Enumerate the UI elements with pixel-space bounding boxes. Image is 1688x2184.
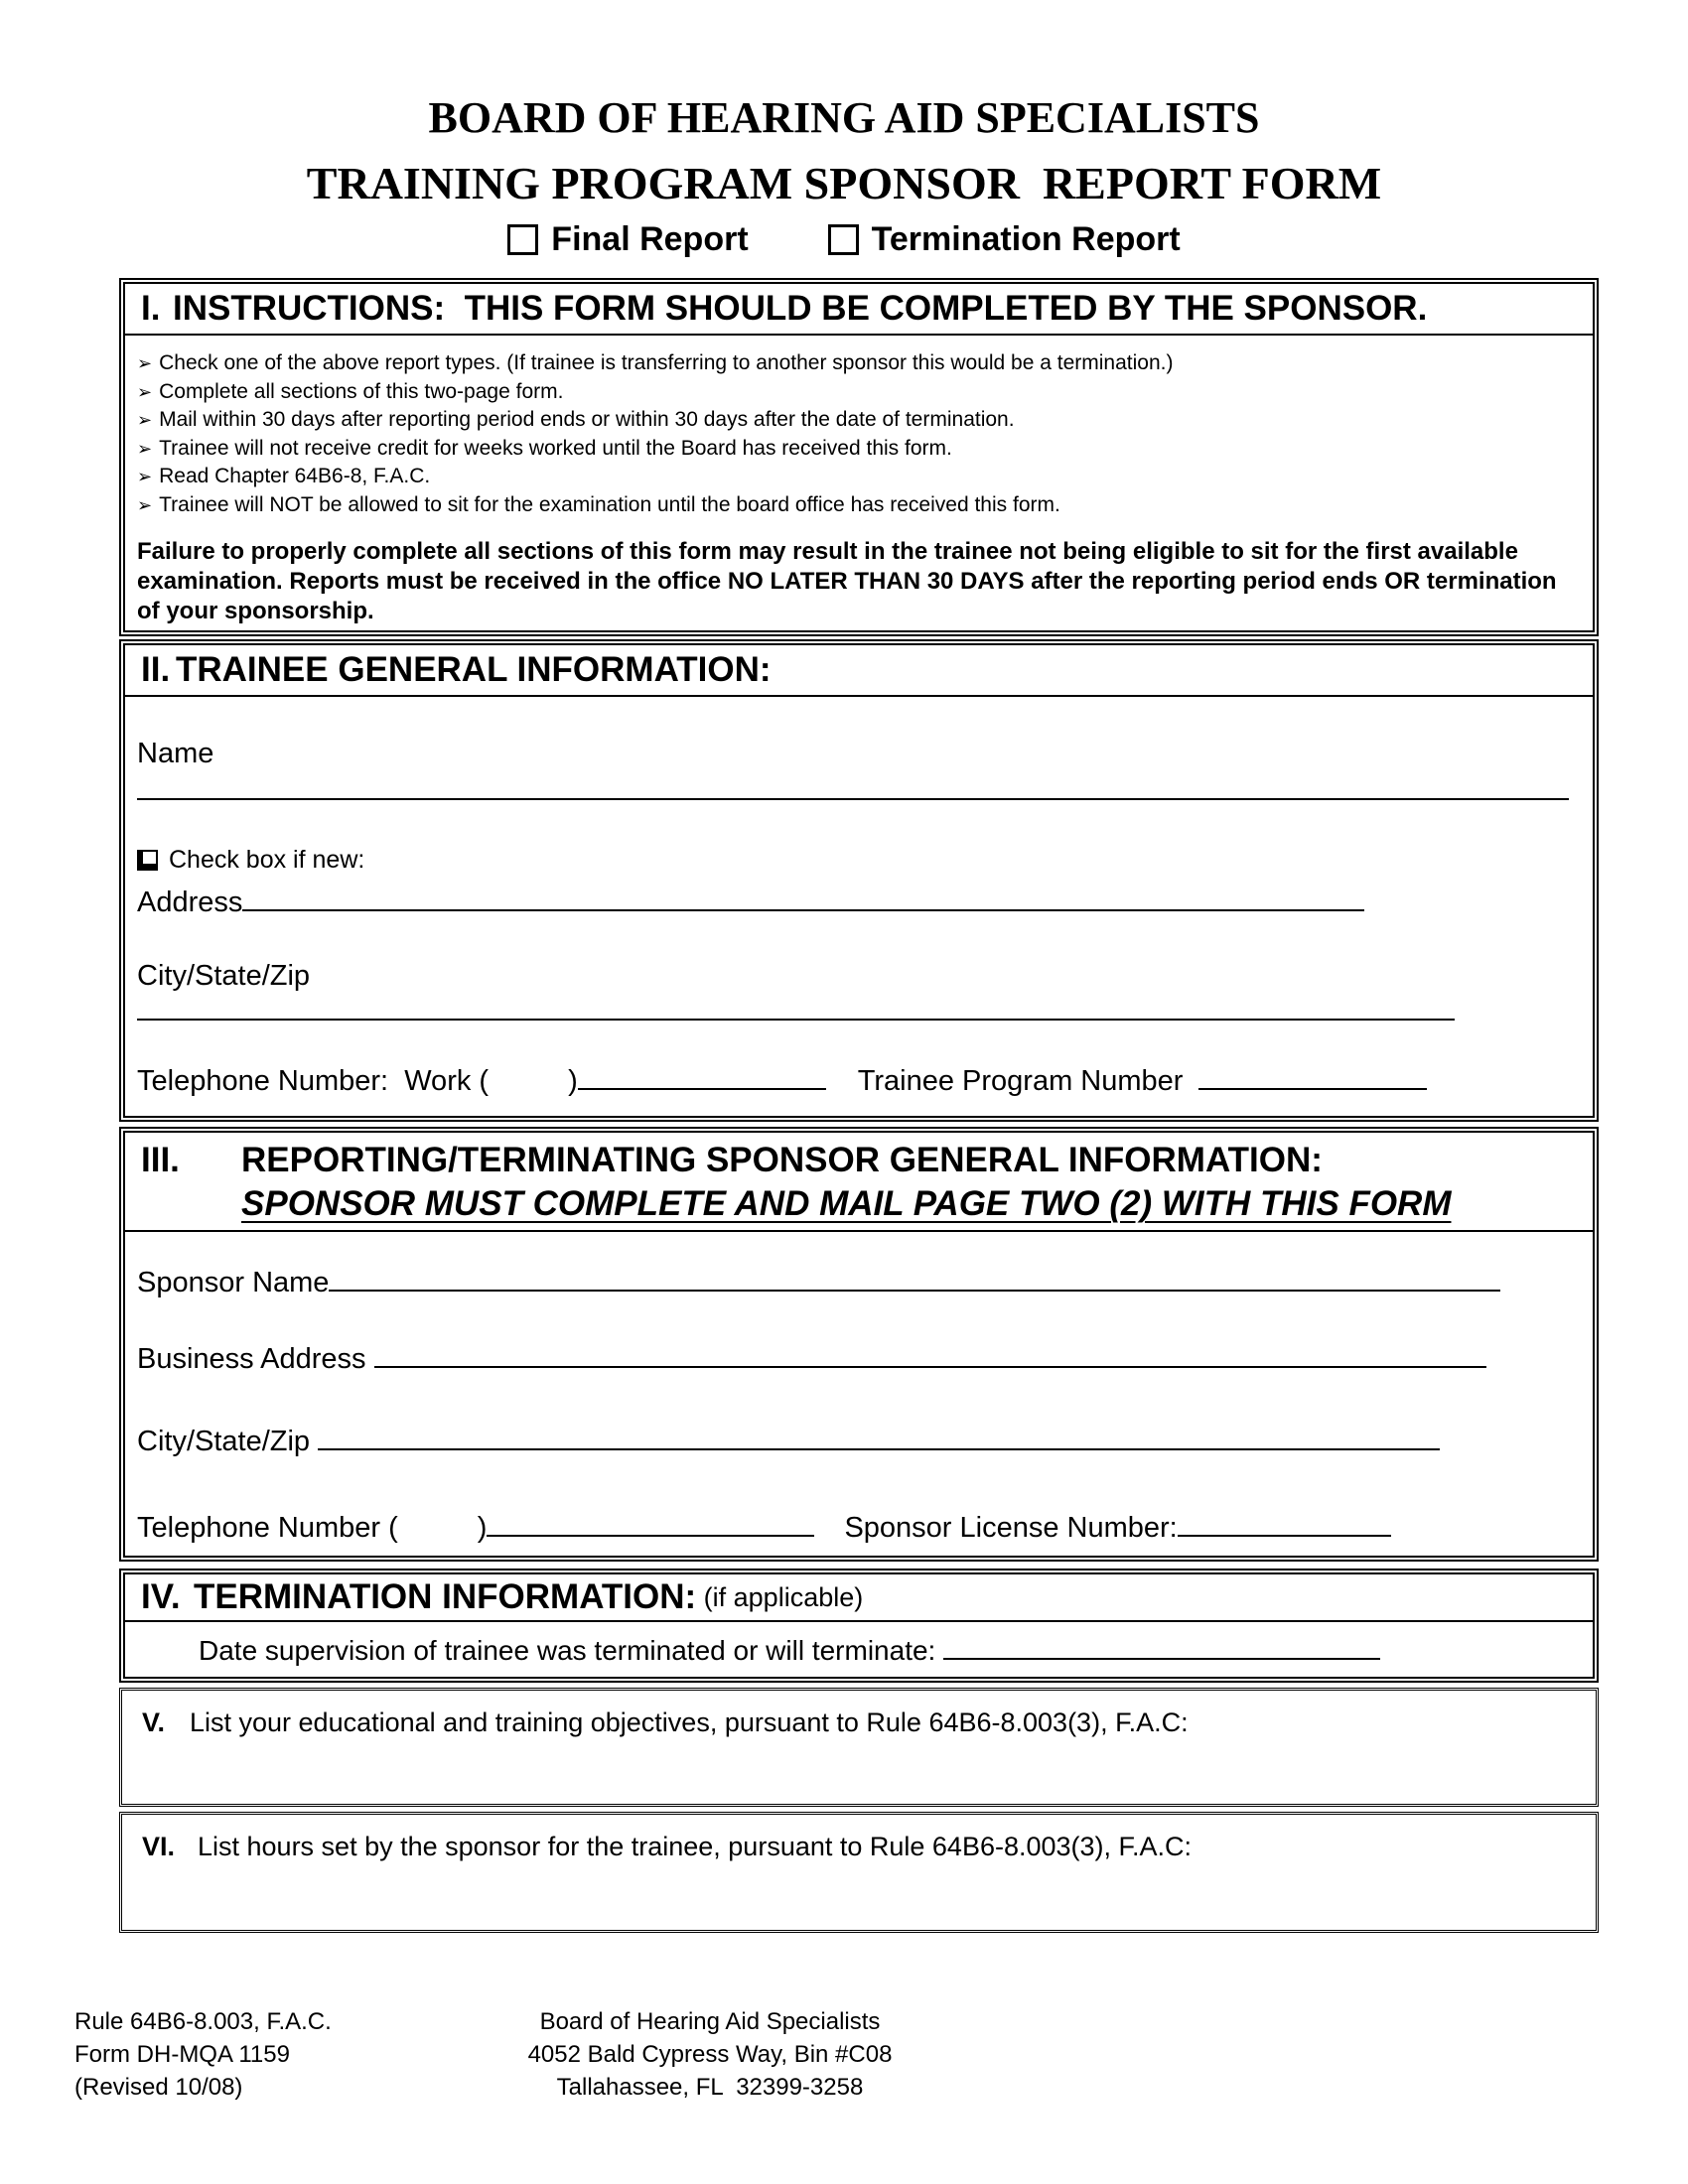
section-number: I. <box>141 289 161 328</box>
section-hours <box>119 1812 1599 1933</box>
section-instructions-header <box>125 284 1593 336</box>
sponsor-name-row <box>137 1262 1581 1300</box>
section-trainee-info <box>119 639 1599 1122</box>
section-number: V. <box>142 1707 166 1737</box>
section-termination-header <box>125 1574 1593 1622</box>
hours-text: List hours set by the sponsor for the trainee, pursuant to Rule 64B6-8.003(3), F.A.C: <box>198 1832 1193 1861</box>
section-instructions <box>119 278 1599 636</box>
arrow-bullet-icon: ➢ <box>137 381 153 402</box>
checkbox-icon[interactable] <box>137 850 158 871</box>
sponsor-name-fill-line[interactable] <box>329 1262 1500 1292</box>
if-applicable-note: (if applicable) <box>696 1582 864 1612</box>
section-number: III. <box>141 1141 180 1179</box>
new-address-checkbox-label: Check box if new: <box>169 846 365 874</box>
address-fill-line[interactable] <box>242 882 1364 911</box>
business-address-label: Business Address <box>137 1343 374 1375</box>
section-title: REPORTING/TERMINATING SPONSOR GENERAL INFORMATION: <box>241 1141 1323 1179</box>
form-title-line1: BOARD OF HEARING AID SPECIALISTS <box>428 93 1260 142</box>
phone-row <box>137 1060 1581 1099</box>
final-report-checkbox[interactable] <box>507 224 538 255</box>
name-fill-line[interactable] <box>137 798 1569 800</box>
final-report-choice[interactable] <box>507 222 748 256</box>
section-objectives <box>119 1688 1599 1807</box>
list-item: ➢ Mail within 30 days after reporting period ends or within 30 days after the date of termination. <box>137 406 1579 435</box>
section-number: VI. <box>142 1832 176 1861</box>
list-item: ➢ Trainee will not receive credit for weeks worked until the Board has received this form. <box>137 435 1579 464</box>
arrow-bullet-icon: ➢ <box>137 410 153 430</box>
form-title-line2: TRAINING PROGRAM SPONSOR REPORT FORM <box>306 158 1382 208</box>
footer-form-id <box>74 2005 332 2104</box>
trainee-program-number-label: Trainee Program Number <box>857 1065 1184 1097</box>
business-address-fill-line[interactable] <box>374 1338 1486 1368</box>
instructions-list <box>137 349 1579 519</box>
section-title: TERMINATION INFORMATION: <box>194 1577 697 1616</box>
termination-date-fill-line[interactable] <box>943 1630 1380 1660</box>
name-label: Name <box>137 738 214 769</box>
sponsor-city-fill-line[interactable] <box>318 1421 1440 1450</box>
sponsor-city-label: City/State/Zip <box>137 1426 319 1457</box>
arrow-bullet-icon: ➢ <box>137 353 153 373</box>
termination-report-checkbox[interactable] <box>828 224 859 255</box>
sponsor-mail-subtitle: SPONSOR MUST COMPLETE AND MAIL PAGE TWO (2) WITH THIS FORM <box>241 1184 1452 1223</box>
arrow-bullet-icon: ➢ <box>137 438 153 459</box>
city-state-zip-label: City/State/Zip <box>137 960 311 992</box>
arrow-bullet-icon: ➢ <box>137 467 153 486</box>
section-termination-info <box>119 1569 1599 1683</box>
footer-board-address <box>452 2005 968 2104</box>
report-type-row <box>0 222 1688 256</box>
trainee-program-number-fill-line[interactable] <box>1198 1060 1427 1090</box>
list-item: ➢ Check one of the above report types. (If trainee is transferring to another sponsor this would be a termination.) <box>137 349 1579 378</box>
section-sponsor-info <box>119 1127 1599 1562</box>
footer-city: Tallahassee, FL 32399-3258 <box>556 2074 864 2101</box>
sponsor-phone-fill-line[interactable] <box>487 1507 814 1537</box>
business-address-row <box>137 1338 1581 1377</box>
sponsor-license-label: Sponsor License Number: <box>844 1512 1178 1544</box>
arrow-bullet-icon: ➢ <box>137 494 153 515</box>
footer-board-name: Board of Hearing Aid Specialists <box>539 2008 881 2035</box>
new-address-check-row[interactable] <box>137 846 1581 874</box>
city-state-zip-fill-line[interactable] <box>137 1019 1455 1021</box>
section-sponsor-header <box>125 1133 1593 1232</box>
list-item: ➢ Complete all sections of this two-page form. <box>137 378 1579 407</box>
sponsor-phone-label: Telephone Number ( <box>137 1512 398 1544</box>
sponsor-city-row <box>137 1421 1581 1459</box>
sponsor-license-fill-line[interactable] <box>1178 1507 1391 1537</box>
section-number: IV. <box>141 1577 181 1616</box>
work-phone-label: Telephone Number: Work ( <box>137 1065 490 1097</box>
failure-warning-text: Failure to properly complete all sections of this form may result in the trainee not being eligible to sit for the first available examination. Reports must be received in the office NO LATER THAN 30 DAYS after the reporting period ends OR termination of your sponsorship. <box>137 538 1564 624</box>
list-item: ➢ Trainee will NOT be allowed to sit for the examination until the board office has received this form. <box>137 491 1579 520</box>
work-phone-fill-line[interactable] <box>578 1060 826 1090</box>
final-report-label: Final Report <box>551 220 749 258</box>
section-title: TRAINEE GENERAL INFORMATION: <box>176 650 772 689</box>
objectives-text: List your educational and training objectives, pursuant to Rule 64B6-8.003(3), F.A.C: <box>190 1707 1189 1737</box>
footer-rule: Rule 64B6-8.003, F.A.C. <box>74 2008 332 2035</box>
address-row <box>137 882 1581 919</box>
section-trainee-header <box>125 645 1593 697</box>
termination-date-label: Date supervision of trainee was terminated or will terminate: <box>199 1635 944 1666</box>
address-label: Address <box>137 887 243 918</box>
footer-revision: (Revised 10/08) <box>74 2074 243 2101</box>
section-number: II. <box>141 650 171 689</box>
paren-close: ) <box>568 1065 578 1097</box>
termination-report-choice[interactable] <box>828 222 1181 256</box>
section-title: INSTRUCTIONS: THIS FORM SHOULD BE COMPLETED BY THE SPONSOR. <box>173 289 1428 328</box>
footer-street: 4052 Bald Cypress Way, Bin #C08 <box>527 2041 893 2068</box>
sponsor-name-label: Sponsor Name <box>137 1267 330 1298</box>
list-item: ➢ Read Chapter 64B6-8, F.A.C. <box>137 463 1579 491</box>
footer-form-number: Form DH-MQA 1159 <box>74 2041 290 2068</box>
paren-close: ) <box>477 1512 488 1544</box>
termination-report-label: Termination Report <box>871 220 1181 258</box>
termination-date-row <box>199 1630 1593 1668</box>
sponsor-phone-row <box>137 1507 1581 1546</box>
